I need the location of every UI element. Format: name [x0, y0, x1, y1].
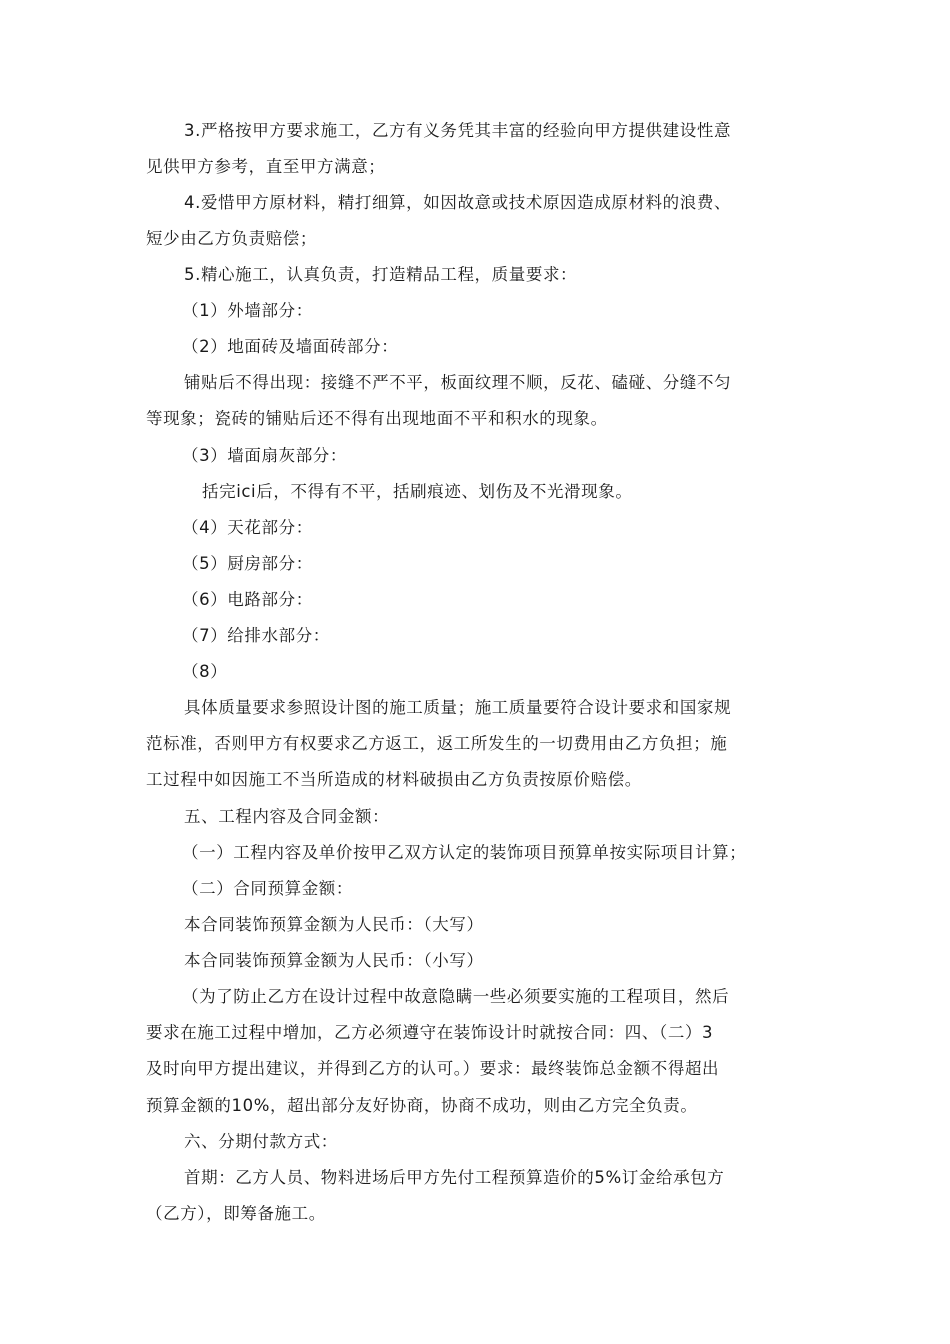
budget-note-line-4: 预算金额的10%，超出部分友好协商，协商不成功，则由乙方完全负责。 [146, 1096, 698, 1115]
budget-note-line-1: （为了防止乙方在设计过程中故意隐瞒一些必须要实施的工程项目，然后 [182, 987, 730, 1006]
budget-note-line-2: 要求在施工过程中增加，乙方必须遵守在装饰设计时就按合同：四、（二）3 [146, 1023, 714, 1042]
item-6-electrical: （6）电路部分： [182, 590, 313, 609]
item-4-ceiling: （4）天花部分： [182, 518, 313, 537]
budget-amount-lowercase: 本合同装饰预算金额为人民币：（小写） [184, 951, 484, 970]
clause-4-line-1: 4.爱惜甲方原材料，精打细算，如因故意或技术原因造成原材料的浪费、 [184, 193, 732, 212]
section-5-item-1: （一）工程内容及单价按甲乙双方认定的装饰项目预算单按实际项目计算； [182, 843, 747, 862]
quality-requirement-line-3: 工过程中如因施工不当所造成的材料破损由乙方负责按原价赔偿。 [146, 770, 642, 789]
section-6-heading: 六、分期付款方式： [184, 1132, 338, 1151]
quality-requirement-line-1: 具体质量要求参照设计图的施工质量；施工质量要符合设计要求和国家规 [184, 698, 732, 717]
first-payment-line-2: （乙方），即筹备施工。 [146, 1204, 326, 1223]
tiles-requirement-line-1: 铺贴后不得出现：接缝不严不平，板面纹理不顺，反花、磕碰、分缝不匀 [184, 373, 732, 392]
clause-4-line-2: 短少由乙方负责赔偿； [146, 229, 317, 248]
item-2-floor-wall-tiles: （2）地面砖及墙面砖部分： [182, 337, 399, 356]
clause-3-line-2: 见供甲方参考，直至甲方满意； [146, 157, 386, 176]
item-3-wall-plaster: （3）墙面扇灰部分： [182, 446, 347, 465]
item-1-exterior-wall: （1）外墙部分： [182, 301, 313, 320]
item-7-plumbing: （7）给排水部分： [182, 626, 330, 645]
clause-3-line-1: 3.严格按甲方要求施工，乙方有义务凭其丰富的经验向甲方提供建设性意 [184, 121, 732, 140]
item-5-kitchen: （5）厨房部分： [182, 554, 313, 573]
plaster-requirement: 括完ici后，不得有不平，括刷痕迹、划伤及不光滑现象。 [202, 482, 633, 501]
quality-requirement-line-2: 范标准，否则甲方有权要求乙方返工，返工所发生的一切费用由乙方负担；施 [146, 734, 728, 753]
budget-note-line-3: 及时向甲方提出建议，并得到乙方的认可。）要求：最终装饰总金额不得超出 [146, 1059, 720, 1078]
tiles-requirement-line-2: 等现象；瓷砖的铺贴后还不得有出现地面不平和积水的现象。 [146, 409, 608, 428]
section-5-item-2: （二）合同预算金额： [182, 879, 353, 898]
first-payment-line-1: 首期：乙方人员、物料进场后甲方先付工程预算造价的5%订金给承包方 [184, 1168, 725, 1187]
budget-amount-uppercase: 本合同装饰预算金额为人民币：（大写） [184, 915, 484, 934]
section-5-heading: 五、工程内容及合同金额： [184, 807, 390, 826]
clause-5-heading: 5.精心施工，认真负责，打造精品工程，质量要求： [184, 265, 578, 284]
item-8: （8） [182, 662, 228, 681]
